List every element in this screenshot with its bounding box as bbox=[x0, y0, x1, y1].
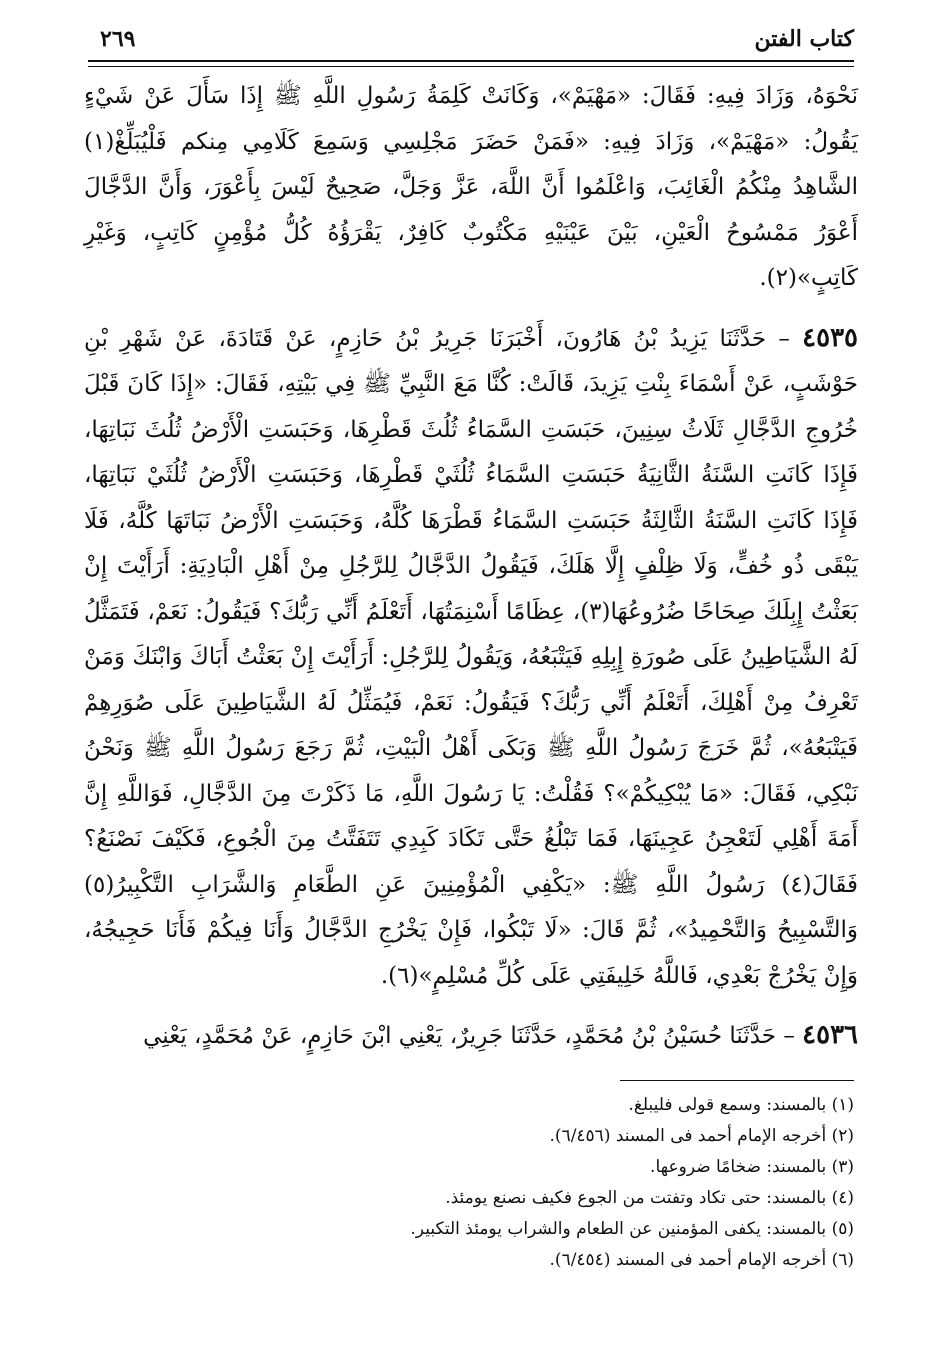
paragraph-continuation bbox=[84, 74, 858, 302]
hadith-4535 bbox=[84, 316, 858, 1000]
main-text bbox=[84, 74, 858, 1060]
hadith-4536 bbox=[84, 1013, 858, 1060]
paragraph-text: – حَدَّثَنَا حُسَيْنُ بْنُ مُحَمَّدٍ، حَدَّثَنَا جَرِيرٌ، يَعْنِي ابْنَ حَازِمٍ، عَنْ مُحَمَّدٍ، يَعْنِي bbox=[143, 1023, 803, 1049]
footnotes bbox=[88, 1090, 854, 1276]
hadith-number: ٤٥٣٦ bbox=[802, 1020, 858, 1050]
footnote-3: (٣) بالمسند: ضخامًا ضروعها. bbox=[650, 1157, 854, 1177]
header-rule-thick bbox=[88, 60, 854, 62]
footnote-separator bbox=[620, 1080, 854, 1081]
footnote-2: (٢) أخرجه الإمام أحمد فى المسند (٦/٤٥٦). bbox=[549, 1126, 854, 1146]
paragraph-text: – حَدَّثَنَا يَزِيدُ بْنُ هَارُونَ، أَخْبَرَنَا جَرِيرُ بْنُ حَازِمٍ، عَنْ قَتَادَةَ، عَنْ شَهْرِ بْنِ حَوْشَبٍ، عَنْ أَسْمَاءَ بِنْتِ يَزِيدَ، قَالَتْ: كُنَّا مَعَ النَّبِيِّ ﷺ فِي بَيْتِهِ، فَقَالَ: «إِذَا كَانَ قَبْلَ خُرُوجِ الدَّجَّالِ ثَلَاثُ سِنِينَ، حَبَسَتِ السَّمَاءُ ثُلُثَ قَطْرِهَا، وَحَبَسَتِ الْأَرْضُ ثُلُثَ نَبَاتِهَا، فَإِذَا كَانَتِ السَّنَةُ الثَّانِيَةُ حَبَسَتِ السَّمَاءُ ثُلُثَيْ قَطْرِهَا، وَحَبَسَتِ الْأَرْضُ ثُلُثَيْ نَبَاتِهَا، فَإِذَا كَانَتِ السَّنَةُ الثَّالِثَةُ حَبَسَتِ السَّمَاءُ قَطْرَهَا كُلَّهُ، وَحَبَسَتِ الْأَرْضُ نَبَاتَهَا كُلَّهُ، فَلَا يَبْقَى ذُو خُفٍّ، وَلَا ظِلْفٍ إِلَّا هَلَكَ، فَيَقُولُ الدَّجَّالُ لِلرَّجُلِ مِنْ أَهْلِ الْبَادِيَةِ: أَرَأَيْتَ إِنْ بَعَثْتُ إِبِلَكَ صِحَاحًا ضُرُوعُهَا(٣)، عِظَامًا أَسْنِمَتُهَا، أَتَعْلَمُ أَنِّي رَبُّكَ؟ فَيَقُولُ: نَعَمْ، فَتَمَثَّلُ لَهُ الشَّيَاطِينُ عَلَى صُورَةِ إِبِلِهِ فَيَتْبَعُهُ، وَيَقُولُ لِلرَّجُلِ: أَرَأَيْتَ إِنْ بَعَثْتُ أَبَاكَ وَابْنَكَ وَمَنْ تَعْرِفُ مِنْ أَهْلِكَ، أَتَعْلَمُ أَنِّي رَبُّكَ؟ فَيَقُولُ: نَعَمْ، فَيُمَثِّلُ لَهُ الشَّيَاطِينَ عَلَى صُوَرِهِمْ فَيَتْبَعُهُ»، ثُمَّ خَرَجَ رَسُولُ اللَّهِ ﷺ وَبَكَى أَهْلُ الْبَيْتِ، ثُمَّ رَجَعَ رَسُولُ اللَّهِ ﷺ وَنَحْنُ نَبْكِي، فَقَالَ: «مَا يُبْكِيكُمْ»؟ فَقُلْتُ: يَا رَسُولَ اللَّهِ، مَا ذَكَرْتَ مِنَ الدَّجَّالِ، فَوَاللَّهِ إِنَّ أَمَةَ أَهْلِي لَتَعْجِنُ عَجِينَهَا، فَمَا تَبْلُغُ حَتَّى تَكَادَ كَبِدِي تَتَفَتَّتُ مِنَ الْجُوعِ، فَكَيْفَ نَصْنَعُ؟ فَقَالَ(٤) رَسُولُ اللَّهِ ﷺ: «يَكْفِي الْمُؤْمِنِينَ عَنِ الطَّعَامِ وَالشَّرَابِ التَّكْبِيرُ(٥) وَالتَّسْبِيحُ وَالتَّحْمِيدُ»، ثُمَّ قَالَ: «لَا تَبْكُوا، فَإِنْ يَخْرُجِ الدَّجَّالُ وَأَنَا فِيكُمْ فَأَنَا حَجِيجُهُ، وَإِنْ يَخْرُجْ بَعْدِي، فَاللَّهُ خَلِيفَتِي عَلَى كُلِّ مُسْلِمٍ»(٦). bbox=[84, 325, 858, 989]
page-number: ٢٦٩ bbox=[100, 26, 136, 52]
footnote-5: (٥) بالمسند: يكفى المؤمنين عن الطعام والشراب يومئذ التكبير. bbox=[410, 1219, 854, 1239]
book-title: كتاب الفتن bbox=[754, 26, 854, 52]
hadith-number: ٤٥٣٥ bbox=[802, 322, 858, 353]
page-header bbox=[88, 26, 854, 62]
footnote-4: (٤) بالمسند: حتى تكاد وتفتت من الجوع فكيف نصنع يومئذ. bbox=[445, 1188, 854, 1208]
footnote-1: (١) بالمسند: وسمع قولى فليبلغ. bbox=[628, 1095, 854, 1115]
header-rule-thin bbox=[88, 66, 854, 67]
paragraph-text: نَحْوَهُ، وَزَادَ فِيهِ: فَقَالَ: «مَهْيَمْ»، وَكَانَتْ كَلِمَةُ رَسُولِ اللَّهِ ﷺ إِذَا سَأَلَ عَنْ شَيْءٍ يَقُولُ: «مَهْيَمْ»، وَزَادَ فِيهِ: «فَمَنْ حَضَرَ مَجْلِسِي وَسَمِعَ كَلَامِي مِنكم فَلْيُبَلِّغْ(١) الشَّاهِدُ مِنْكُمُ الْغَائِبَ، وَاعْلَمُوا أَنَّ اللَّهَ، عَزَّ وَجَلَّ، صَحِيحٌ لَيْسَ بِأَعْوَرَ، وَأَنَّ الدَّجَّالَ أَعْوَرُ مَمْسُوحُ الْعَيْنِ، بَيْنَ عَيْنَيْهِ مَكْتُوبٌ كَافِرٌ، يَقْرَؤُهُ كُلُّ مُؤْمِنٍ كَاتِبٍ، وَغَيْرِ كَاتِبٍ»(٢). bbox=[84, 83, 858, 291]
footnote-6: (٦) أخرجه الإمام أحمد فى المسند (٦/٤٥٤). bbox=[549, 1250, 854, 1270]
